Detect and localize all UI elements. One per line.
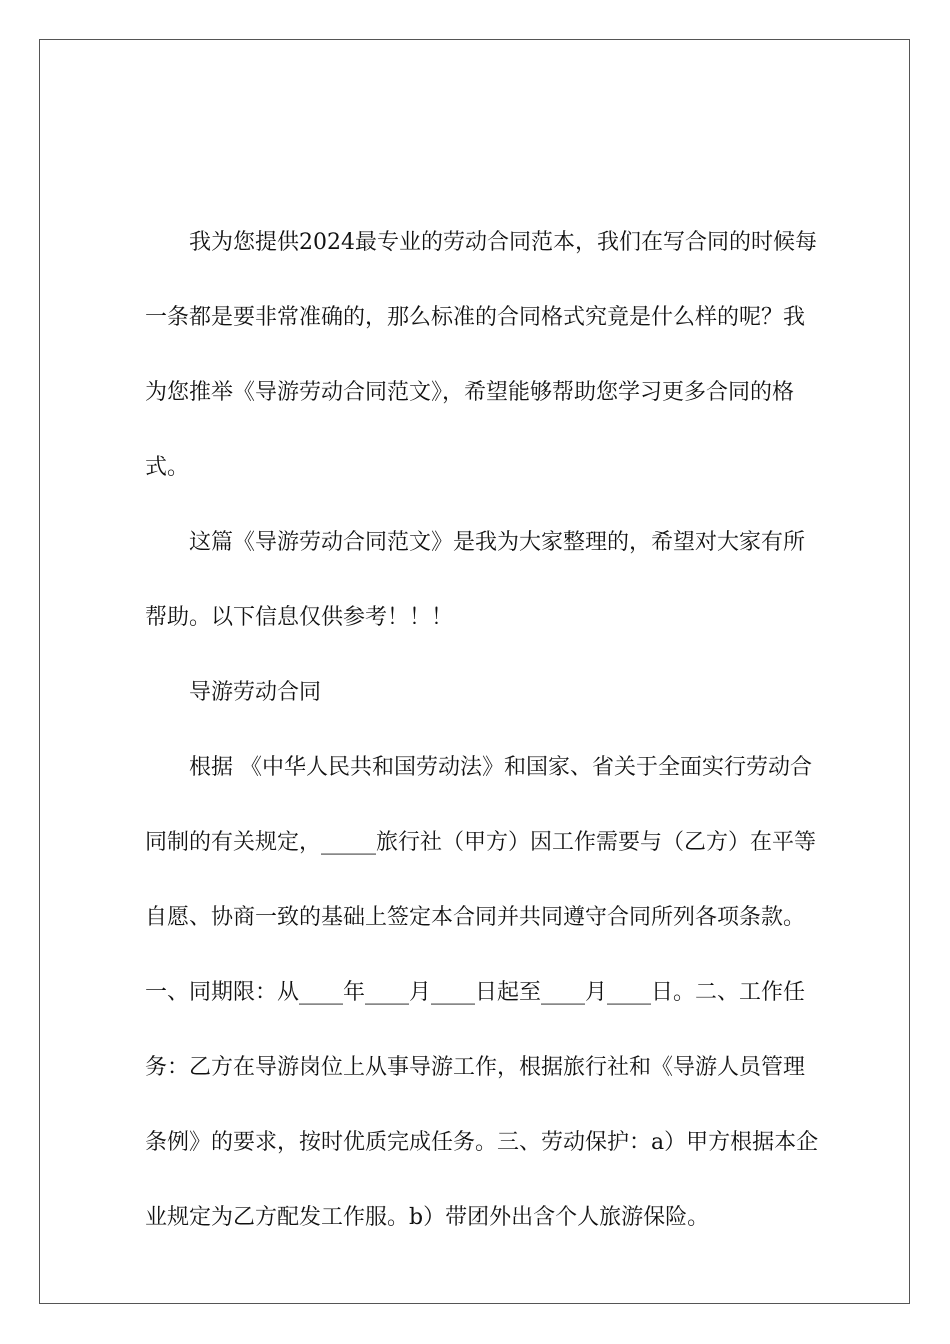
contract-title: 导游劳动合同 bbox=[189, 680, 322, 705]
document-body bbox=[145, 205, 825, 1255]
note-paragraph: 这篇《导游劳动合同范文》是我为大家整理的，希望对大家有所帮助。以下信息仅供参考！！！ bbox=[145, 530, 806, 630]
contract-body-paragraph: 根据 《中华人民共和国劳动法》和国家、省关于全面实行劳动合同制的有关规定，_____旅行社（甲方）因工作需要与（乙方）在平等自愿、协商一致的基础上签定本合同并共同遵守合同所列各项条款。一、同期限：从____年____月____日起至____月____日。二、工作任务：乙方在导游岗位上从事导游工作，根据旅行社和《导游人员管理条例》的要求，按时优质完成任务。三、劳动保护：a）甲方根据本企业规定为乙方配发工作服。b）带团外出含个人旅游保险。 bbox=[145, 755, 819, 1230]
intro-paragraph: 我为您提供2024最专业的劳动合同范本，我们在写合同的时候每一条都是要非常准确的，那么标准的合同格式究竟是什么样的呢？我为您推举《导游劳动合同范文》，希望能够帮助您学习更多合同的格式。 bbox=[145, 230, 817, 480]
